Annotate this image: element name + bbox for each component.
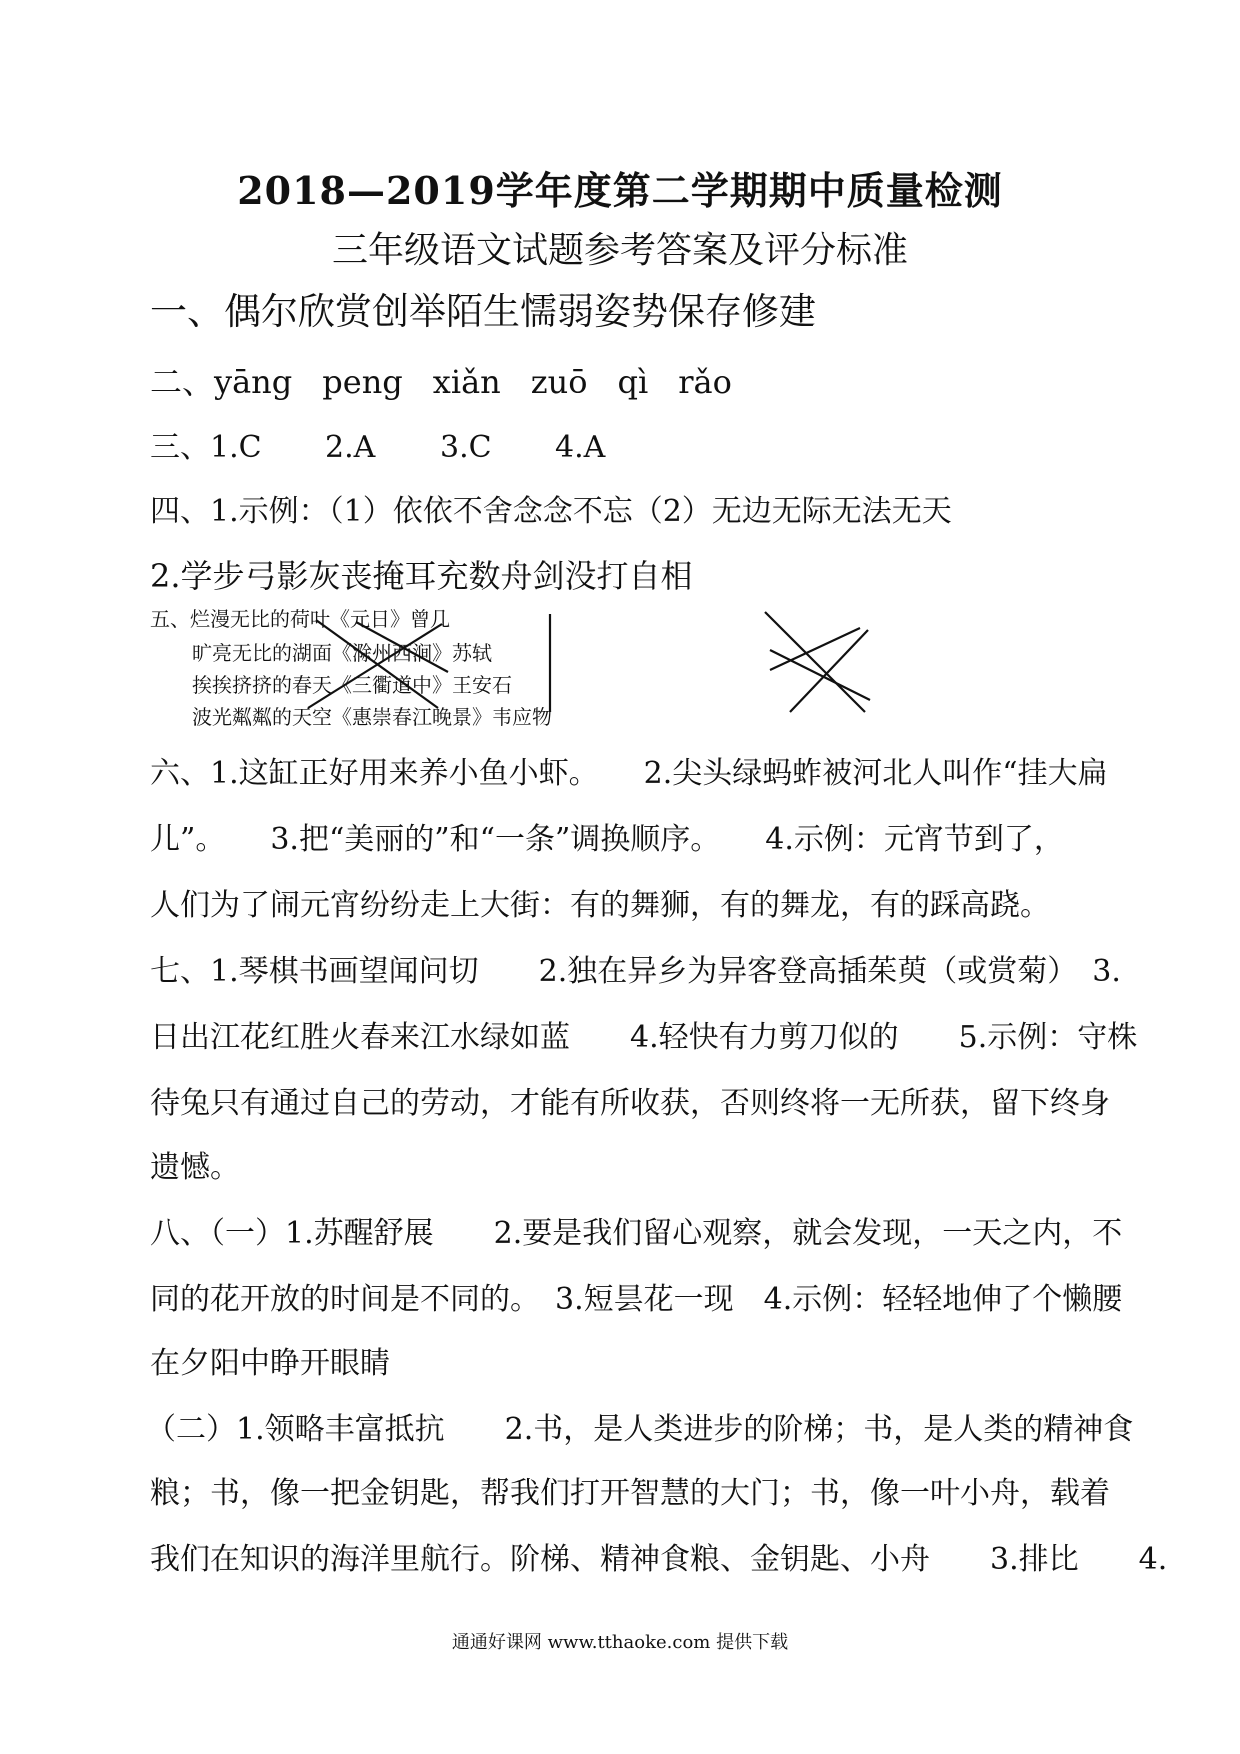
page-footer: 通通好课网 www.tthaoke.com 提供下载 [451,1632,789,1653]
matching-row: 挨挨挤挤的春天《三衢道中》王安石 [192,673,512,697]
pinyin-item: xiǎn [432,363,501,401]
answer-section-8a-line: 在夕阳中睁开眼睛 [150,1346,390,1381]
matching-row: 旷亮无比的湖面《滁州西涧》苏轼 [192,641,492,665]
section-2-prefix: 二、 [150,363,215,401]
answer-section-4-line-1: 四、1.示例：（1）依依不舍念念不忘（2）无边无际无法无天 [150,494,952,529]
answer-section-7-line: 七、1.琴棋书画望闻问切 2.独在异乡为异客登高插茱萸（或赏菊） 3. [150,954,1121,989]
choice-answer: 4.A [555,430,606,465]
page-subtitle: 三年级语文试题参考答案及评分标准 [331,230,908,271]
pinyin-item: qì [617,363,649,401]
answer-section-7-line: 待兔只有通过自己的劳动，才能有所收获，否则终将一无所获，留下终身 [150,1086,1110,1121]
choice-answer: 1.C [210,430,262,465]
answer-section-7-line: 遗憾。 [150,1150,240,1185]
matching-row-text: 烂漫无比的荷叶《元日》曾几 [190,607,450,631]
answer-cross-line [770,628,860,670]
answer-section-8a-line: 同的花开放的时间是不同的。 3.短昙花一现 4.示例：轻轻地伸了个懒腰 [150,1282,1123,1317]
answer-section-8b-line: 粮；书，像一把金钥匙，帮我们打开智慧的大门；书，像一叶小舟，载着 [150,1476,1110,1511]
section-3-prefix: 三、 [150,430,210,465]
answer-section-8b-line: 我们在知识的海洋里航行。阶梯、精神食粮、金钥匙、小舟 3.排比 4. [150,1542,1168,1577]
pinyin-item: zuō [530,363,588,401]
choice-answer: 3.C [440,430,492,465]
matching-row: 波光粼粼的天空《惠崇春江晚景》韦应物 [192,705,552,729]
answer-section-8a-line: 八、（一）1.苏醒舒展 2.要是我们留心观察，就会发现，一天之内，不 [150,1216,1123,1251]
choice-answer: 2.A [325,430,376,465]
page-title: 2018—2019学年度第二学期期中质量检测 [237,168,1003,213]
answer-cross-line [770,650,870,700]
pinyin-item: yāng [214,363,293,401]
answer-section-6-line: 儿”。 3.把“美丽的”和“一条”调换顺序。 4.示例：元宵节到了， [150,822,1064,857]
pinyin-item: peng [322,363,403,401]
answer-section-4-line-2: 2.学步弓影灰丧掩耳充数舟剑没打自相 [150,557,693,595]
section-5-prefix: 五、 [150,607,190,631]
answer-section-6-line: 六、1.这缸正好用来养小鱼小虾。 2.尖头绿蚂蚱被河北人叫作“挂大扁 [150,756,1108,791]
pinyin-item: rǎo [678,363,732,401]
answer-section-1: 一、偶尔欣赏创举陌生懦弱姿势保存修建 [150,290,816,333]
answer-section-7-line: 日出江花红胜火春来江水绿如蓝 4.轻快有力剪刀似的 5.示例：守株 [150,1020,1138,1055]
answer-cross-line [765,612,865,712]
answer-section-8b-line: （二）1.领略丰富抵抗 2.书，是人类进步的阶梯；书，是人类的精神食 [146,1412,1134,1447]
answer-section-6-line: 人们为了闹元宵纷纷走上大街：有的舞狮，有的舞龙，有的踩高跷。 [150,888,1050,923]
